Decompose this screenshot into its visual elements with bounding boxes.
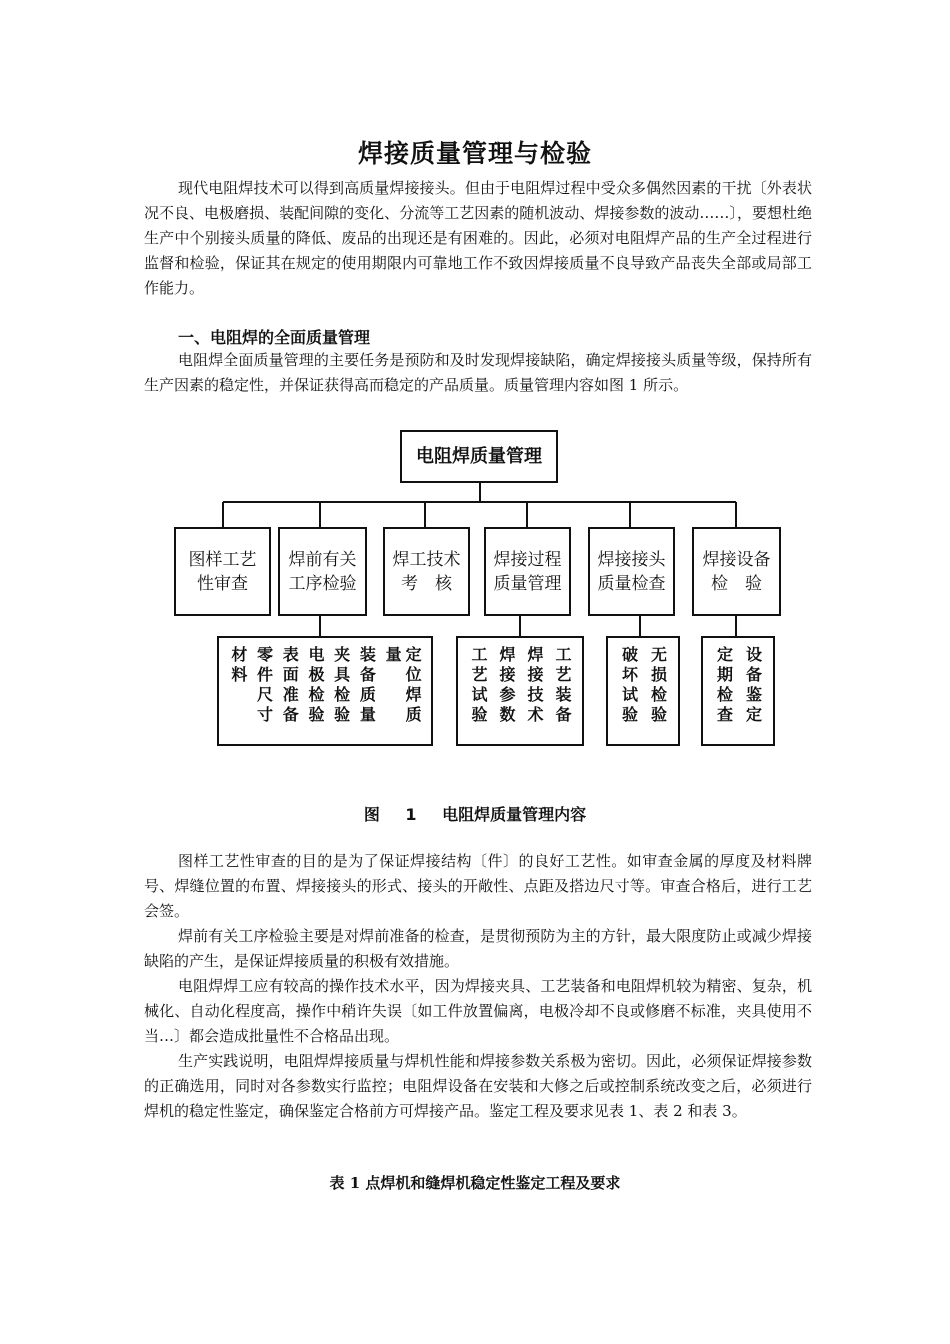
branch-welder-assessment: 焊工技术 考 核 (383, 527, 470, 616)
branch-equipment-inspection: 焊接设备 检 验 (692, 527, 781, 616)
paragraph-welder: 电阻焊焊工应有较高的操作技术水平，因为焊接夹具、工艺装备和电阻焊机较为精密、复杂，机械化、自动化程度高，操作中稍许失误〔如工件放置偏离，电极冷却不良或修磨不标准，夹具使用不当…〕都会造成批量性不合格品出现。 (144, 977, 812, 1045)
item: 焊接参数 (497, 646, 516, 726)
item: 电极检验 (305, 646, 325, 726)
item: 工艺试验 (469, 646, 488, 726)
group-equipment-items (701, 636, 775, 746)
group-process-items (456, 636, 584, 746)
document-title: 焊接质量管理与检验 (357, 139, 592, 168)
paragraph-drawing-review: 图样工艺性审查的目的是为了保证焊接结构〔件〕的良好工艺性。如审查金属的厚度及材料牌号、焊缝位置的布置、焊接接头的形式、接头的开敞性、点距及搭边尺寸等。审查合格后，进行工艺会签。 (144, 852, 812, 920)
caption-fig-label: 图 (363, 805, 380, 824)
table-title: 表 1 点焊机和缝焊机稳定性鉴定工程及要求 (329, 1174, 621, 1192)
item: 夹具检验 (331, 646, 351, 726)
branch-drawing-review: 图样工艺 性审查 (174, 527, 271, 616)
caption-fig-number: 1 (405, 805, 417, 824)
item: 破坏试验 (619, 646, 639, 726)
diagram-root-box: 电阻焊质量管理 (400, 430, 558, 483)
item: 设备鉴定 (743, 646, 763, 726)
figure-caption (0, 802, 950, 825)
item: 材料 (228, 646, 248, 686)
caption-fig-text: 电阻焊质量管理内容 (442, 805, 587, 824)
item: 定期检查 (714, 646, 734, 726)
branch-joint-inspection: 焊接接头 质量检查 (588, 527, 675, 616)
intro-paragraph: 现代电阻焊技术可以得到高质量焊接接头。但由于电阻焊过程中受众多偶然因素的干扰〔外表状况不良、电极磨损、装配间隙的变化、分流等工艺因素的随机波动、焊接参数的波动……〕，要想杜绝生产中个别接头质量的降低、废品的出现还是有困难的。因此，必须对电阻焊产品的生产全过程进行监督和检验，保证其在规定的使用期限内可靠地工作不致因焊接质量不良导致产品丧失全部或局部工作能力。 (144, 179, 812, 297)
paragraph-pre-weld: 焊前有关工序检验主要是对焊前准备的检查，是贯彻预防为主的方针，最大限度防止或减少焊接缺陷的产生，是保证焊接质量的积极有效措施。 (144, 927, 812, 970)
item: 工艺装备 (553, 646, 572, 726)
item: 装备质量 (357, 646, 377, 726)
group-joint-items (606, 636, 680, 746)
paragraph-equipment: 生产实践说明，电阻焊焊接质量与焊机性能和焊接参数关系极为密切。因此，必须保证焊接参数的正确选用，同时对各参数实行监控；电阻焊设备在安装和大修之后或控制系统改变之后，必须进行焊机的稳定性鉴定，确保鉴定合格前方可焊接产品。鉴定工程及要求见表 1、表 2 和表 3。 (144, 1052, 812, 1120)
item: 定位焊质量 (383, 646, 423, 726)
section-paragraph: 电阻焊全面质量管理的主要任务是预防和及时发现焊接缺陷，确定焊接接头质量等级，保持所有生产因素的稳定性，并保证获得高而稳定的产品质量。质量管理内容如图 1 所示。 (144, 351, 812, 394)
item: 零件尺寸 (254, 646, 274, 726)
item: 焊接技术 (525, 646, 544, 726)
branch-process-quality: 焊接过程 质量管理 (484, 527, 571, 616)
group-pre-weld-items (217, 636, 433, 746)
section-heading: 一、电阻焊的全面质量管理 (178, 328, 371, 347)
item: 表面准备 (280, 646, 300, 726)
item: 无损检验 (648, 646, 668, 726)
branch-pre-weld-inspection: 焊前有关 工序检验 (278, 527, 367, 616)
